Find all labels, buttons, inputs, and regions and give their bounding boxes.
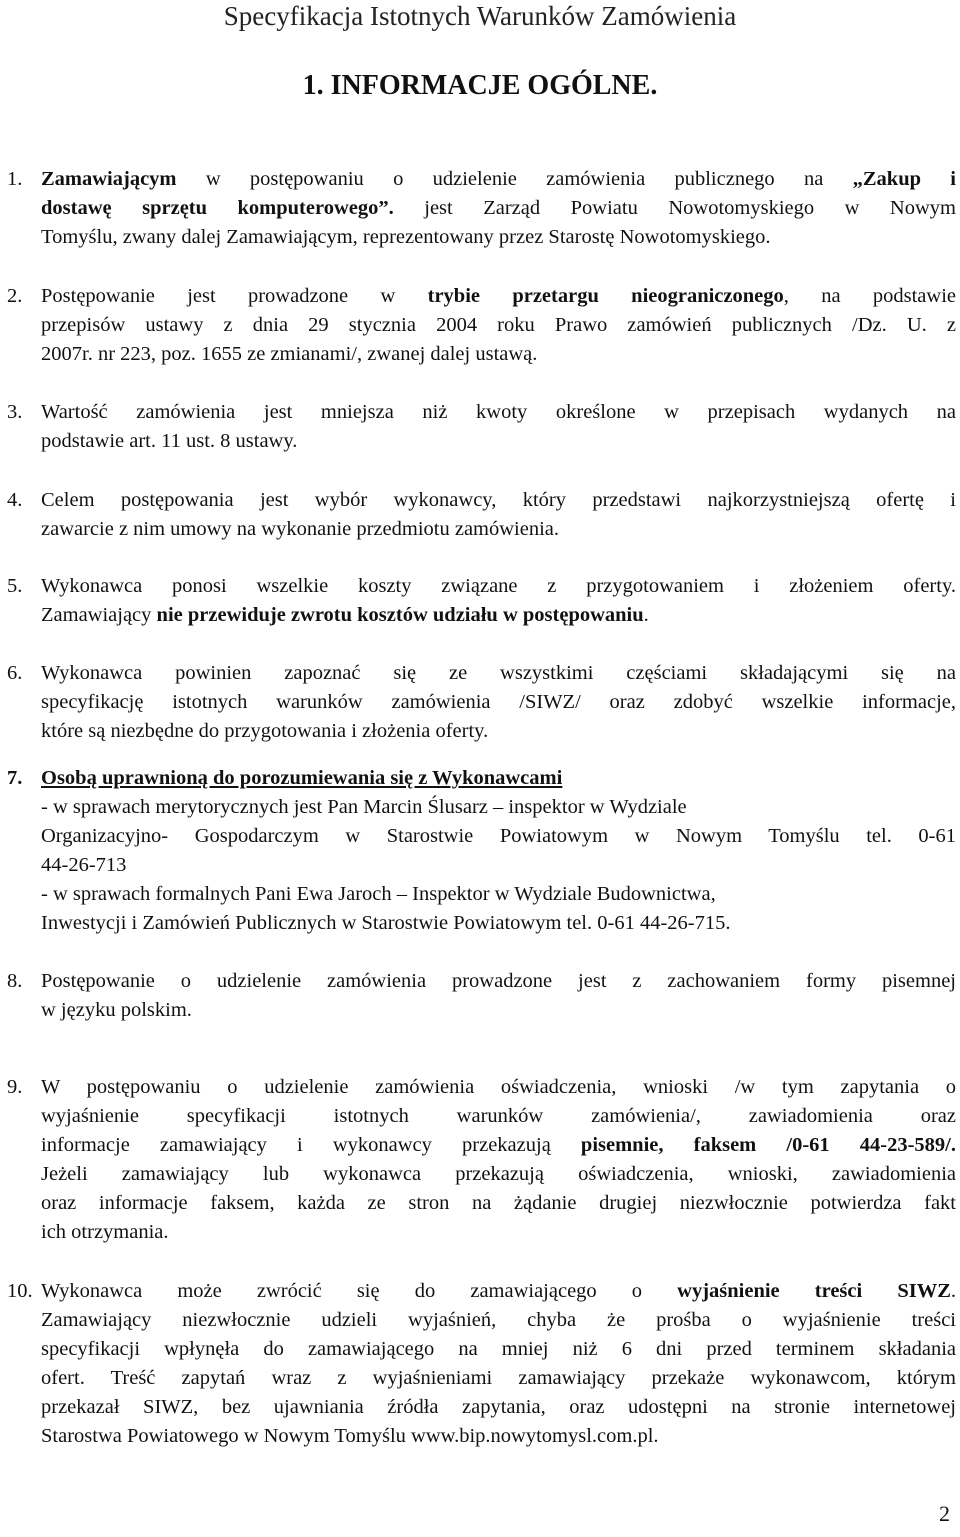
text-line: ich otrzymania. — [41, 1221, 169, 1243]
text-line: Inwestycji i Zamówień Publicznych w Starostwie Powiatowym tel. 0-61 44-26-715. — [41, 912, 731, 934]
bold-text: dostawę sprzętu komputerowego”. — [41, 197, 394, 219]
text-line — [41, 1277, 956, 1306]
text-line: przepisów ustawy z dnia 29 stycznia 2004 roku Prawo zamówień publicznych /Dz. U. z — [41, 314, 956, 336]
text-span: Wykonawca może zwrócić się do zamawiającego o — [41, 1280, 678, 1302]
text-line: - w sprawach formalnych Pani Ewa Jaroch – Inspektor w Wydziale Budownictwa, — [41, 883, 716, 905]
text-line: ofert. Treść zapytań wraz z wyjaśnieniami zamawiający przekaże wykonawcom, którym — [41, 1367, 956, 1389]
text-line: które są niezbędne do przygotowania i złożenia oferty. — [41, 720, 489, 742]
text-span: , na podstawie — [783, 285, 957, 307]
text-span: . — [950, 1280, 956, 1302]
item-text — [41, 659, 956, 746]
item-number: 5. — [7, 575, 23, 597]
text-line: Zamawiający niezwłocznie udzieli wyjaśnień, chyba że prośba o wyjaśnienie treści — [41, 1309, 956, 1331]
text-line — [41, 1131, 956, 1160]
text-line: przekazał SIWZ, bez ujawniania źródła zapytania, oraz udostępni na stronie internetowej — [41, 1396, 956, 1418]
text-line: Tomyślu, zwany dalej Zamawiającym, reprezentowany przez Starostę Nowotomyskiego. — [41, 226, 771, 248]
item-number: 3. — [7, 401, 23, 423]
item-text — [41, 967, 956, 1025]
item-number: 10. — [7, 1280, 33, 1302]
text-span: informacje zamawiający i wykonawcy przekazują — [41, 1134, 581, 1156]
text-line — [41, 165, 956, 194]
bold-text: Zamawiającym — [41, 168, 177, 190]
text-line: specyfikacji wpłynęła do zamawiającego na mniej niż 6 dni przed terminem składania — [41, 1338, 956, 1360]
text-line — [41, 601, 956, 630]
text-line: specyfikację istotnych warunków zamówienia /SIWZ/ oraz zdobyć wszelkie informacje, — [41, 691, 956, 713]
text-line: podstawie art. 11 ust. 8 ustawy. — [41, 430, 298, 452]
text-line: Starostwa Powiatowego w Nowym Tomyślu www.bip.nowytomysl.com.pl. — [41, 1425, 659, 1447]
text-line: Postępowanie o udzielenie zamówienia prowadzone jest z zachowaniem formy pisemnej — [41, 970, 956, 992]
item-text — [41, 398, 956, 456]
bold-text: wyjaśnienie treści SIWZ — [677, 1280, 951, 1302]
text-line: wyjaśnienie specyfikacji istotnych warunków zamówienia/, zawiadomienia oraz — [41, 1105, 956, 1127]
text-line: W postępowaniu o udzielenie zamówienia oświadczenia, wnioski /w tym zapytania o — [41, 1076, 956, 1098]
text-line: - w sprawach merytorycznych jest Pan Marcin Ślusarz – inspektor w Wydziale — [41, 796, 687, 818]
item-text — [41, 764, 956, 938]
item-text — [41, 486, 956, 544]
text-span: . — [643, 604, 649, 626]
item-number: 1. — [7, 168, 23, 190]
text-line — [41, 282, 956, 311]
text-line: Wykonawca ponosi wszelkie koszty związane z przygotowaniem i złożeniem oferty. — [41, 575, 956, 597]
bold-text: pisemnie, faksem /0-61 44-23-589/. — [580, 1134, 956, 1156]
text-line: zawarcie z nim umowy na wykonanie przedmiotu zamówienia. — [41, 518, 560, 540]
item-number: 9. — [7, 1076, 23, 1098]
text-span: w postępowaniu o udzielenie zamówienia publicznego na — [176, 168, 853, 190]
page-number: 2 — [939, 1501, 950, 1526]
section-title: 1. INFORMACJE OGÓLNE. — [302, 70, 658, 101]
text-span: Postępowanie jest prowadzone w — [41, 285, 428, 307]
text-span: jest Zarząd Powiatu Nowotomyskiego w Nowym — [393, 197, 956, 219]
text-span: Zamawiający — [41, 604, 157, 626]
item-text — [41, 572, 956, 630]
item-number: 4. — [7, 489, 23, 511]
item-number: 2. — [7, 285, 23, 307]
bold-text: „Zakup i — [852, 168, 956, 190]
text-line: w języku polskim. — [41, 999, 192, 1021]
item-text — [41, 1277, 956, 1451]
text-line: Organizacyjno- Gospodarczym w Starostwie Powiatowym w Nowym Tomyślu tel. 0-61 — [41, 825, 956, 847]
text-line: Jeżeli zamawiający lub wykonawca przekazują oświadczenia, wnioski, zawiadomienia — [41, 1163, 956, 1185]
item-number: 6. — [7, 662, 23, 684]
text-line: oraz informacje faksem, każda ze stron na żądanie drugiej niezwłocznie potwierdza fakt — [41, 1192, 956, 1214]
text-line: 44-26-713 — [41, 854, 127, 876]
text-line: 2007r. nr 223, poz. 1655 ze zmianami/, zwanej dalej ustawą. — [41, 343, 538, 365]
item-text — [41, 1073, 956, 1247]
bold-text: nie przewiduje zwrotu kosztów udziału w postępowaniu — [156, 604, 644, 626]
text-line — [41, 194, 956, 223]
text-line: Celem postępowania jest wybór wykonawcy, który przedstawi najkorzystniejszą ofertę i — [41, 489, 956, 511]
text-line: Osobą uprawnioną do porozumiewania się z Wykonawcami — [41, 767, 563, 789]
item-text — [41, 282, 956, 369]
text-line: Wykonawca powinien zapoznać się ze wszystkimi częściami składającymi się na — [41, 662, 956, 684]
document-header: Specyfikacja Istotnych Warunków Zamówienia — [223, 1, 737, 31]
item-number: 7. — [7, 767, 23, 789]
item-number: 8. — [7, 970, 23, 992]
text-line: Wartość zamówienia jest mniejsza niż kwoty określone w przepisach wydanych na — [41, 401, 956, 423]
item-text — [41, 165, 956, 252]
bold-text: trybie przetargu nieograniczonego — [427, 285, 784, 307]
